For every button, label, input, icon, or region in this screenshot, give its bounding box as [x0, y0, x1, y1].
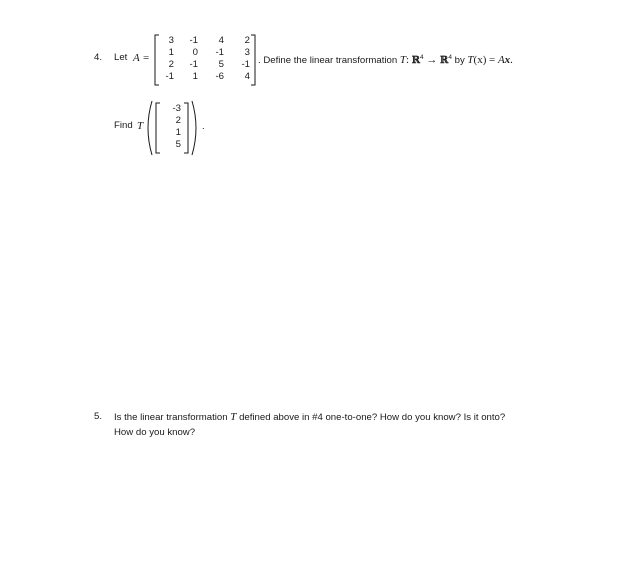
matrix-a-cell: 5: [218, 59, 224, 70]
define-text: . Define the linear transformation: [258, 55, 398, 67]
matrix-a-cell: 2: [168, 59, 174, 70]
find-transformation-symbol: T: [137, 120, 144, 132]
by-text: by: [454, 55, 465, 67]
transformation-symbol: T: [399, 54, 406, 67]
matrix-name: A: [133, 52, 140, 64]
matrix-a-cell: 4: [218, 35, 224, 46]
vector-entry: -3: [172, 103, 181, 114]
find-period: .: [202, 121, 205, 132]
matrix-a-cell: 0: [192, 47, 198, 58]
vector-entry: 1: [175, 127, 181, 138]
matrix-a-cell: -1: [215, 47, 224, 58]
matrix-a-cell: -6: [215, 71, 224, 82]
tx-arg: (x): [473, 54, 487, 67]
definition-sentence: [258, 51, 513, 68]
matrix-a-cell: 2: [244, 35, 250, 46]
vector-entry: 5: [175, 139, 181, 150]
problem-5-number: 5.: [94, 411, 103, 422]
equals-sign: =: [143, 52, 150, 64]
domain-symbol: ℝ: [411, 55, 421, 67]
vector-argument: [143, 100, 203, 156]
find-label: Find: [114, 120, 133, 131]
codomain-symbol: ℝ: [440, 55, 449, 67]
problem-5-text-b: defined above in #4 one-to-one? How do you know? Is it onto?: [239, 412, 506, 423]
matrix-a-cell: -1: [165, 71, 174, 82]
matrix-a-cell: 3: [168, 35, 174, 46]
colon: :: [405, 54, 410, 67]
tx-period: .: [510, 54, 513, 67]
matrix-a-cell: 1: [168, 47, 174, 58]
tx-rhs-x: x: [504, 54, 511, 67]
problem-5-line-1: [114, 410, 505, 425]
tx-equals: =: [489, 54, 496, 67]
problem-5-line-2: How do you know?: [114, 427, 196, 438]
tx-rhs-a: A: [497, 54, 505, 67]
matrix-a-cell: 4: [244, 71, 250, 82]
codomain-exponent: 4: [448, 54, 452, 61]
let-label: Let: [114, 52, 128, 63]
problem-5-transformation-symbol: T: [230, 411, 237, 423]
tx-lhs: T: [467, 54, 474, 67]
matrix-a-cell: -1: [241, 59, 250, 70]
matrix-a-cell: 3: [244, 47, 250, 58]
matrix-a-cell: -1: [189, 35, 198, 46]
matrix-a-cell: 1: [192, 71, 198, 82]
arrow-symbol: →: [426, 54, 438, 67]
matrix-a-cell: -1: [189, 59, 198, 70]
domain-exponent: 4: [420, 54, 424, 61]
vector-entry: 2: [175, 115, 181, 126]
matrix-a: [152, 34, 258, 86]
problem-5-text-a: Is the linear transformation: [114, 412, 228, 423]
problem-4-number: 4.: [94, 52, 103, 63]
